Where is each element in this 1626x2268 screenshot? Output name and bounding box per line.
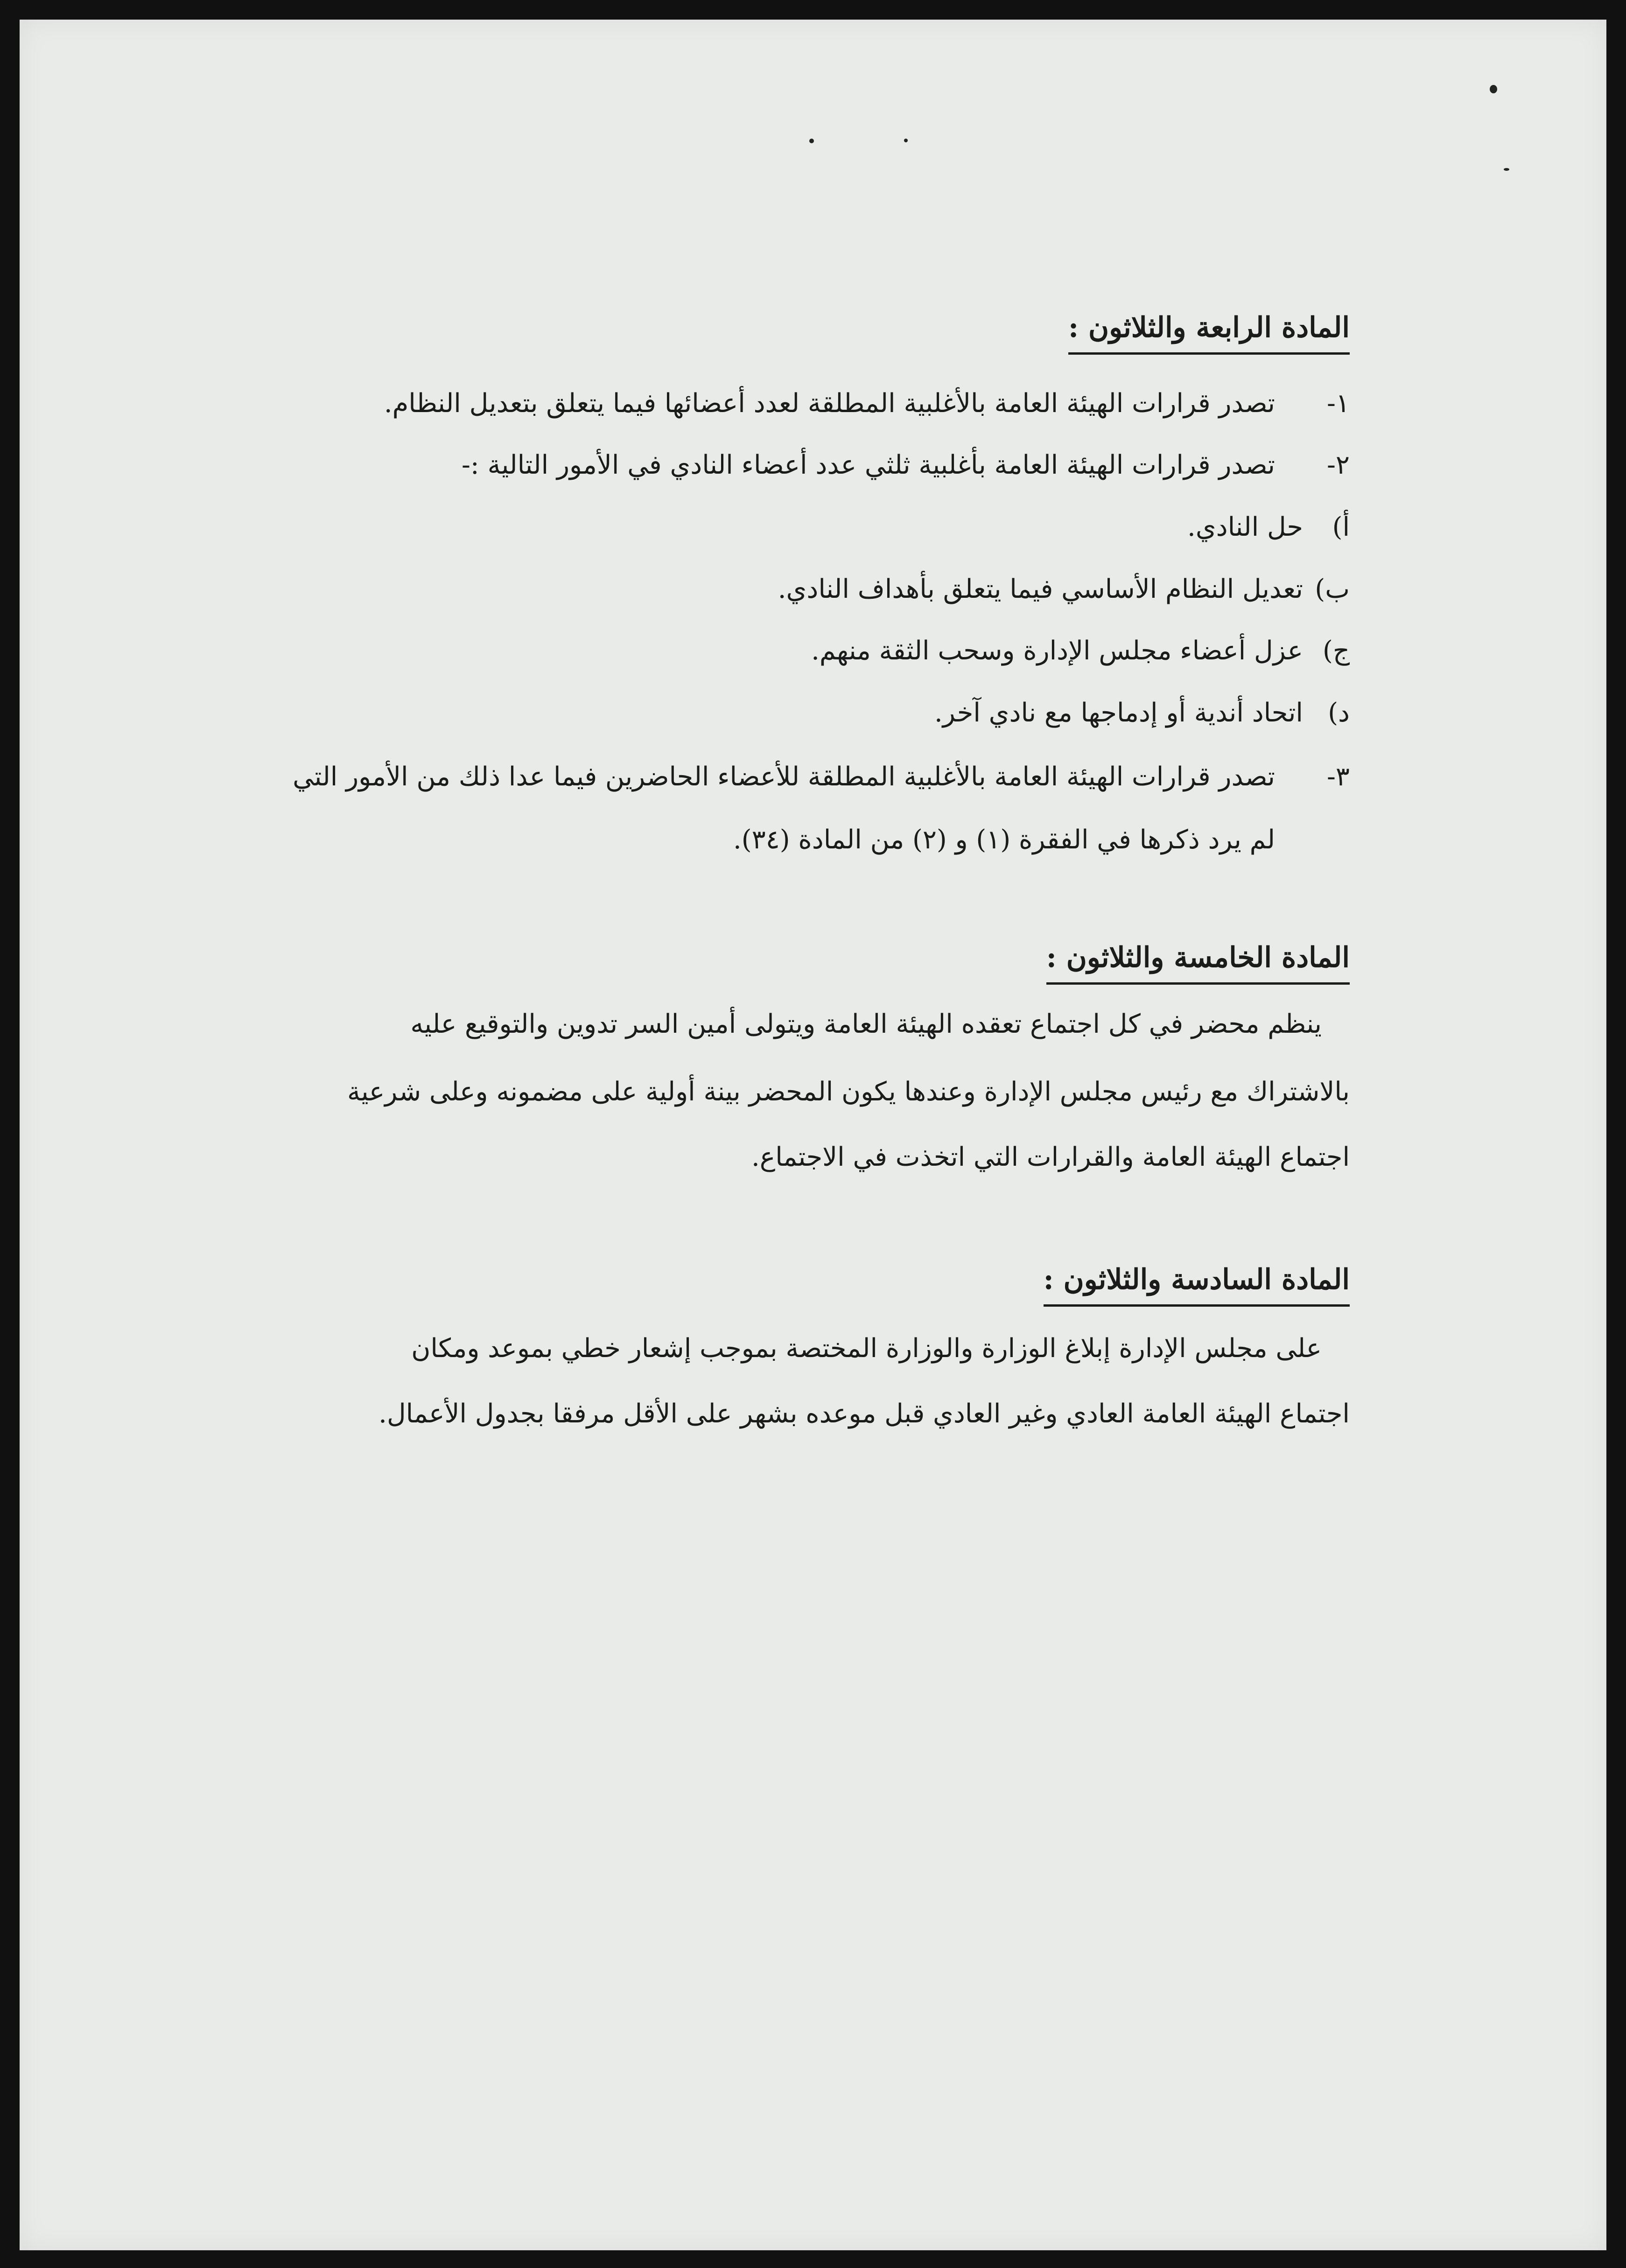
document-content	[20, 20, 1606, 2250]
article35-heading: المادة الخامسة والثلاثون :	[1046, 941, 1350, 985]
article34-sub-a-text: حل النادي.	[1187, 512, 1303, 542]
article34-sub-c-text: عزل أعضاء مجلس الإدارة وسحب الثقة منهم.	[811, 636, 1303, 666]
article35-line3: اجتماع الهيئة العامة والقرارات التي اتخذت في الاجتماع.	[751, 1142, 1350, 1172]
article36-heading: المادة السادسة والثلاثون :	[1044, 1263, 1350, 1307]
article34-heading: المادة الرابعة والثلاثون :	[1068, 311, 1350, 355]
article34-sub-a-label: أ)	[1332, 512, 1350, 542]
article34-item3-line1: تصدر قرارات الهيئة العامة بالأغلبية المطلقة للأعضاء الحاضرين فيما عدا ذلك من الأمور التي	[293, 762, 1275, 792]
article35-line2: بالاشتراك مع رئيس مجلس الإدارة وعندها يكون المحضر بينة أولية على مضمونه وعلى شرعية	[347, 1077, 1350, 1107]
article34-sub-d-text: اتحاد أندية أو إدماجها مع نادي آخر.	[934, 698, 1303, 728]
document-page	[20, 20, 1606, 2250]
article36-line2: اجتماع الهيئة العامة العادي وغير العادي قبل موعده بشهر على الأقل مرفقا بجدول الأعمال.	[378, 1399, 1350, 1429]
article34-item2-text: تصدر قرارات الهيئة العامة بأغلبية ثلثي عدد أعضاء النادي في الأمور التالية :-	[462, 450, 1275, 480]
article34-sub-b-label: ب)	[1315, 574, 1350, 604]
article34-item1-text: تصدر قرارات الهيئة العامة بالأغلبية المطلقة لعدد أعضائها فيما يتعلق بتعديل النظام.	[384, 388, 1275, 419]
article34-sub-d-label: د)	[1328, 698, 1350, 728]
article34-item3-number: ٣-	[1327, 762, 1350, 792]
article34-sub-b-text: تعديل النظام الأساسي فيما يتعلق بأهداف النادي.	[778, 574, 1303, 604]
article34-item1-number: ١-	[1327, 388, 1350, 419]
article36-line1: على مجلس الإدارة إبلاغ الوزارة والوزارة المختصة بموجب إشعار خطي بموعد ومكان	[411, 1333, 1322, 1364]
article35-line1: ينظم محضر في كل اجتماع تعقده الهيئة العامة ويتولى أمين السر تدوين والتوقيع عليه	[410, 1009, 1322, 1039]
article34-sub-c-label: ج)	[1323, 636, 1350, 666]
article34-item3-line2: لم يرد ذكرها في الفقرة (١) و (٢) من المادة (٣٤).	[733, 825, 1275, 855]
article34-item2-number: ٢-	[1327, 450, 1350, 480]
